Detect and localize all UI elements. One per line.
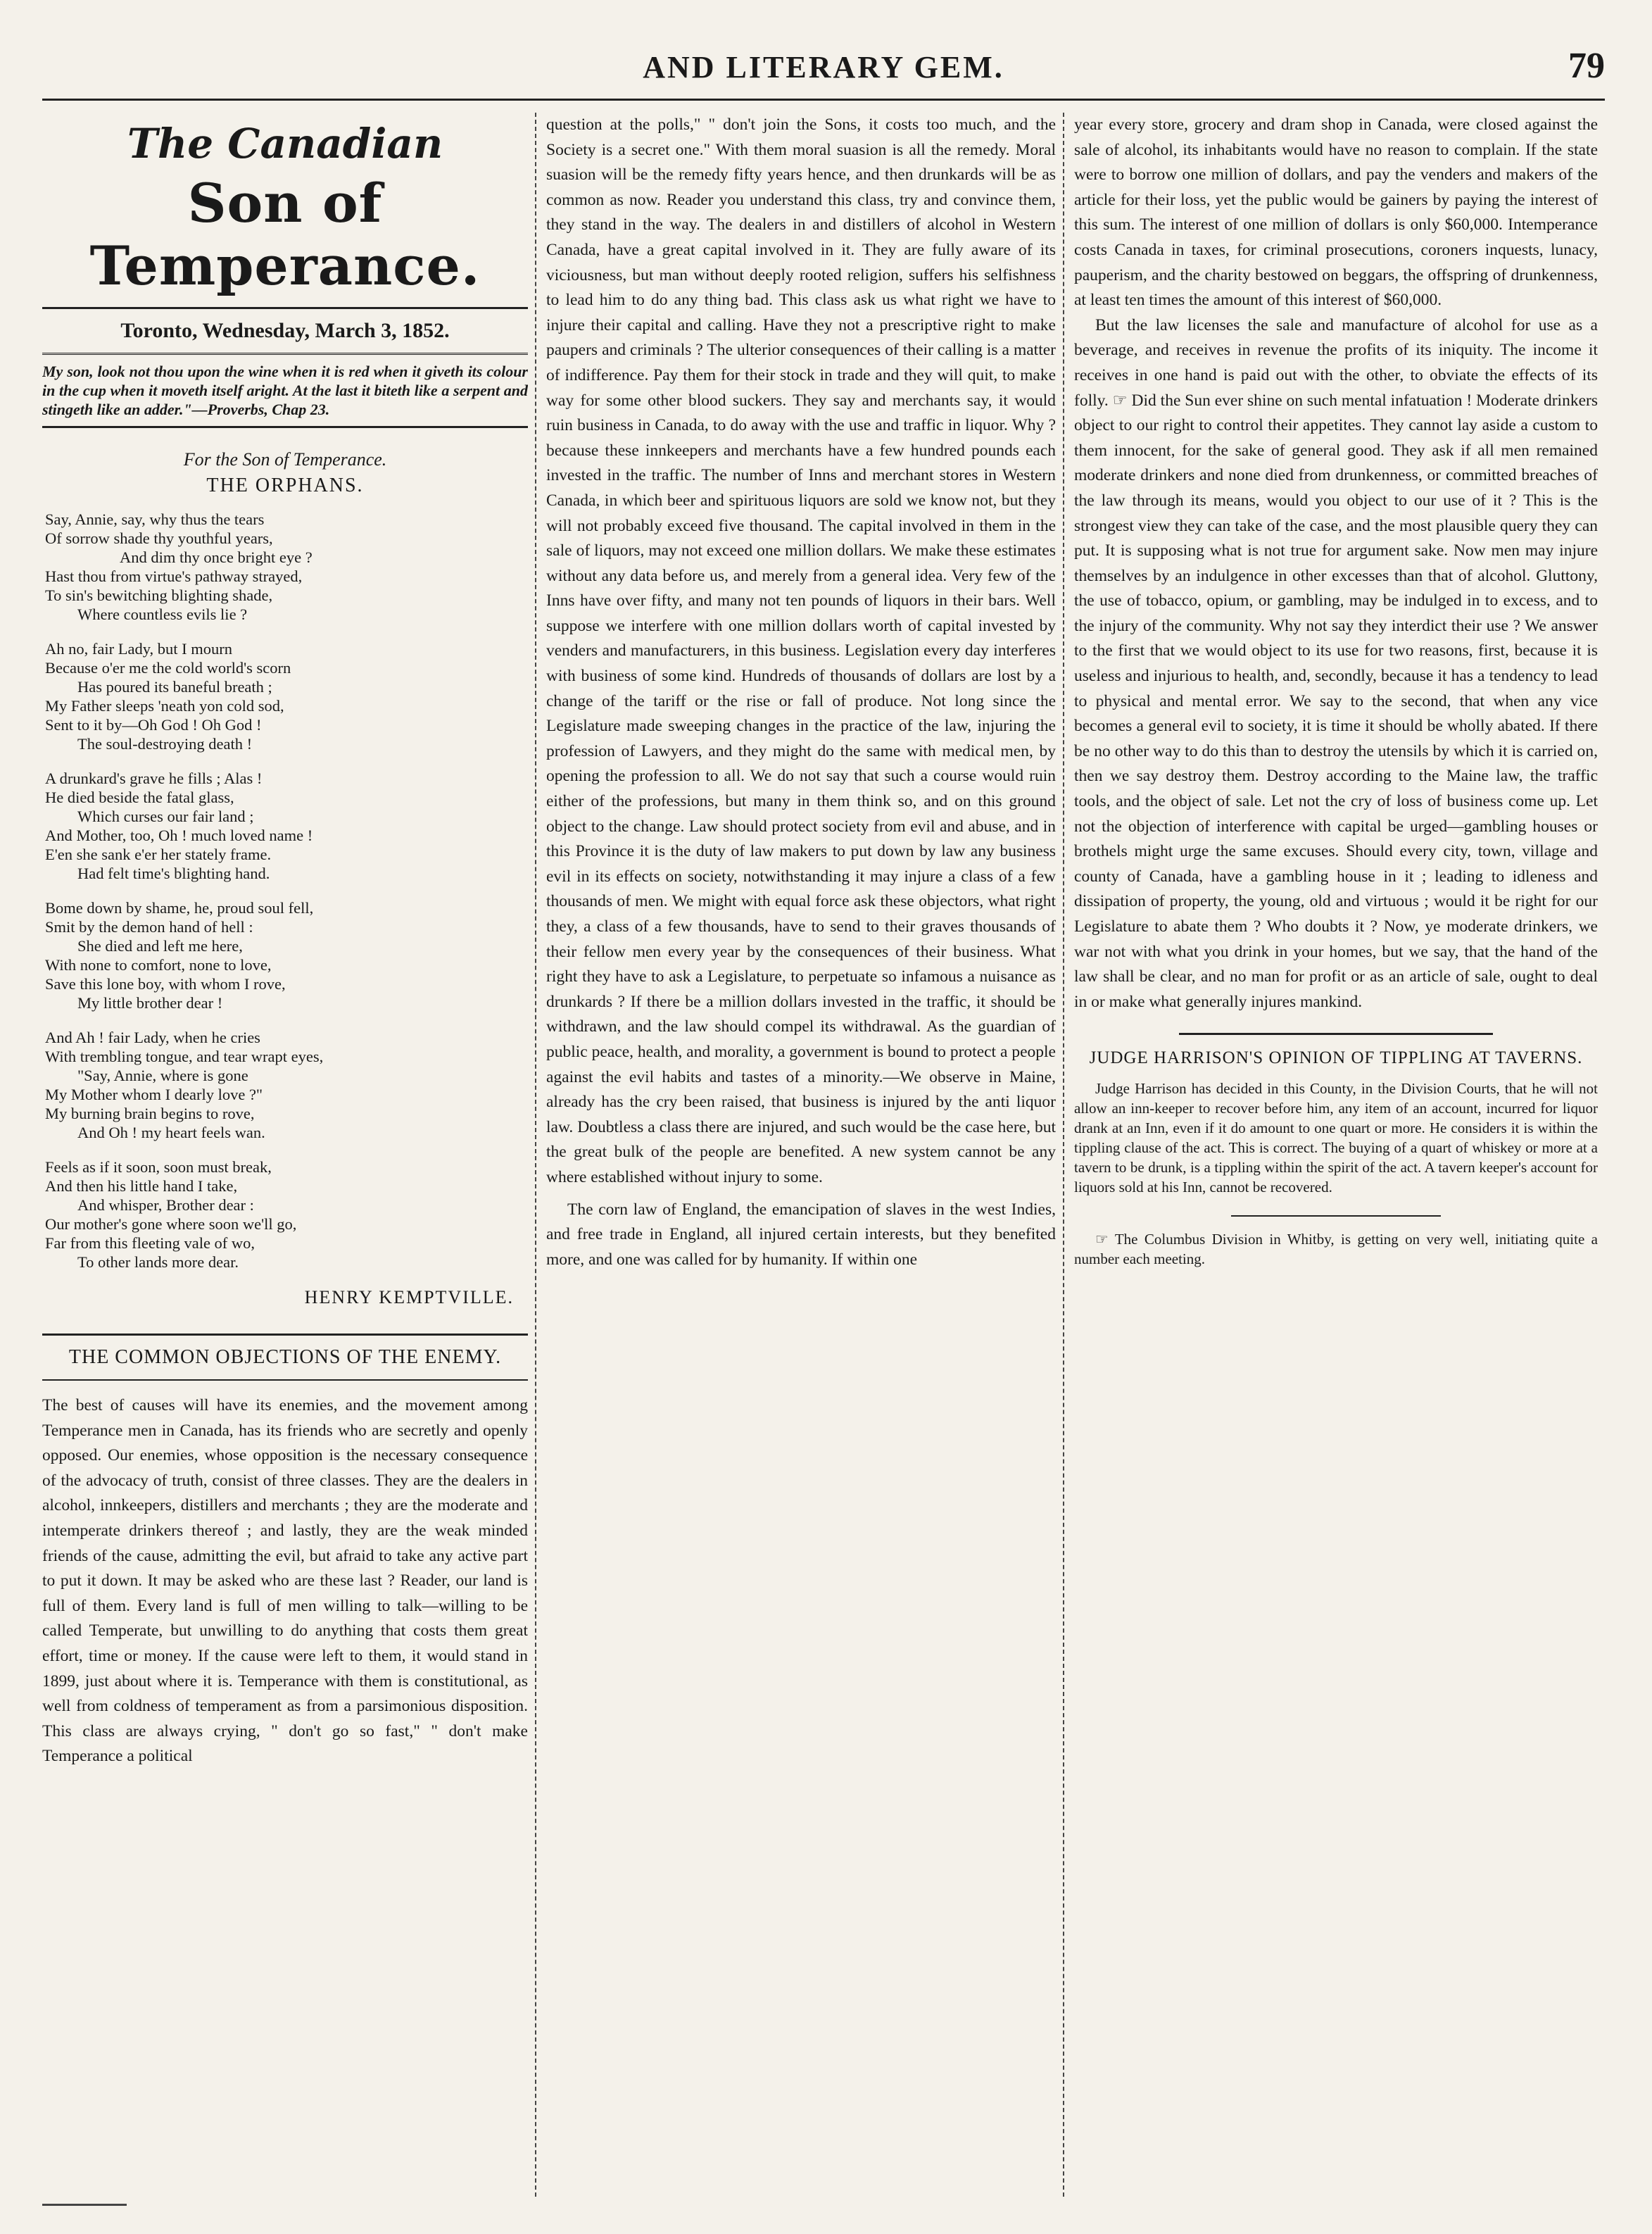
bottom-rule [42,2204,127,2206]
poem-line: Because o'er me the cold world's scorn [45,659,291,677]
poem-line: Bome down by shame, he, proud soul fell, [45,899,314,917]
poem-line: Where countless evils lie ? [77,605,248,623]
poem-line: She died and left me here, [77,937,243,955]
masthead [42,120,528,309]
poem-intro: For the Son of Temperance. [183,449,387,470]
poem-line: Save this lone boy, with whom I rove, [45,975,286,993]
poem-line: To other lands more dear. [77,1253,239,1271]
poem-line: And then his little hand I take, [45,1177,238,1195]
poem-line: And whisper, Brother dear : [77,1196,254,1214]
masthead-title-line1: The Canadian [127,120,443,168]
page-header [42,42,1605,101]
poem-line: Hast thou from virtue's pathway strayed, [45,567,303,585]
running-head: AND LITERARY GEM. [643,50,1004,84]
poem-line: My Mother whom I dearly love ?" [45,1086,263,1103]
poem-stanza [42,1157,528,1272]
poem-line: Feels as if it soon, soon must break, [45,1158,272,1176]
epigraph: My son, look not thou upon the wine when it is red when it giveth its colour in the cup when it moveth itself aright. At the last it biteth like a serpent and stingeth like an adder."—Proverbs, Chap 23. [42,355,528,428]
poem-line: My little brother dear ! [77,994,223,1012]
article-title: JUDGE HARRISON'S OPINION OF TIPPLING AT TAVERNS. [1089,1048,1583,1068]
poem-line: And Ah ! fair Lady, when he cries [45,1029,260,1046]
poem-stanza [42,639,528,753]
poem-line: And Mother, too, Oh ! much loved name ! [45,827,313,844]
poem-line: And dim thy once bright eye ? [120,548,313,566]
poem-line: "Say, Annie, where is gone [77,1067,248,1084]
poem-line: Which curses our fair land ; [77,808,254,825]
poem-line: To sin's bewitching blighting shade, [45,586,273,604]
poem-line: Ah no, fair Lady, but I mourn [45,640,232,658]
poem [42,428,528,1308]
article-text: The corn law of England, the emancipation of slaves in the west Indies, and free trade in England, all injured certain interests, but they benefited more, and one was called for by humanity. If within one [546,1200,1056,1269]
poem-line: And Oh ! my heart feels wan. [77,1124,265,1141]
article-text: But the law licenses the sale and manufacture of alcohol for use as a beverage, and receives in revenue the profits of its iniquity. The income it receives in one hand is paid out with the other, to obviate the effects of its folly. ☞ Did the Sun ever shine on such mental infatuation ! Moderate drinkers object to our right to control their appetites. They cannot lay aside a custom to them innocent, for the sake of general good. They ask if all men remained moderate drinkers and none died from drunkenness, or committed breaches of the law through its means, would you object to our use of it ? This is the strongest view they can take of the case, and the most plausible query they can put. It is supposing what is not true for argument sake. Now men may injure themselves by an indulgence in other excesses than that of alcohol. Gluttony, the use of tobacco, opium, or gambling, may be indulged in to excess, and to the injury of the community. Why not say they interdict their use ? We answer to the first that we would object to its use for two reasons, first, because it is useless and injurious to health, and, secondly, because it has a tendency to lead to physical and mental error. We say to the second, that when any vice becomes a general evil to society, it is time it should be wholly abated. If there be no other way to do this than to destroy the utensils by which it is carried on, then we say destroy them. Destroy according to the Maine law, the traffic tools, and the object of sale. Let not the cry of loss of business come up. Let not the objection of interference with capital be urged—gambling houses or brothels might urge the same excuses. Should every city, town, village and county of Canada, have a gambling house in it ; leading to idleness and dissipation of property, the young, old and virtuous ; would it be right for our Legislature to abate them ? Who doubts it ? Now, ye moderate drinkers, we war not with what you drink in your homes, but we say, that the hand of the law shall be clear, and no man for profit or as an article of sale, ought to deal in or make what generally injures mankind. [1074,315,1598,1011]
poem-line: Smit by the demon hand of hell : [45,918,253,936]
poem-author: HENRY KEMPTVILLE. [304,1287,514,1307]
divider [1231,1215,1441,1217]
poem-line: With trembling tongue, and tear wrapt eyes, [45,1048,324,1065]
poem-line: Had felt time's blighting hand. [77,865,270,882]
poem-stanza [42,510,528,624]
poem-line: My Father sleeps 'neath yon cold sod, [45,697,284,715]
poem-stanza [42,769,528,883]
poem-line: A drunkard's grave he fills ; Alas ! [45,770,263,787]
poem-line: Has poured its baneful breath ; [77,678,272,696]
dateline: Toronto, Wednesday, March 3, 1852. [42,309,528,355]
notice-text: ☞ The Columbus Division in Whitby, is getting on very well, initiating quite a number each meeting. [1074,1231,1598,1268]
article-text: The best of causes will have its enemies, and the movement among Temperance men in Canada, has its friends who are secretly and openly opposed. Our enemies, whose opposition is the necessary consequence of the advocacy of truth, consist of three classes. They are the dealers in alcohol, innkeepers, distillers and merchants ; they are the moderate and intemperate drinkers thereof ; and lastly, they are the weak minded friends of the cause, admitting the evil, but afraid to take any active part to put it down. It may be asked who are these last ? Reader, our land is full of them. Every land is full of men willing to talk—willing to be called Temperate, but unwilling to do anything that costs them great effort, time or money. If the cause were left to them, it would stand in 1899, just about where it is. Temperance with them is constitutional, as well from coldness of temperament as from a parsimonious disposition. This class are always crying, " don't go so fast," " don't make Temperance a political [42,1396,528,1766]
poem-title: THE ORPHANS. [206,475,364,496]
poem-line: He died beside the fatal glass, [45,789,234,806]
poem-line: Sent to it by—Oh God ! Oh God ! [45,716,262,734]
poem-stanza [42,898,528,1012]
poem-stanzas [42,510,528,1272]
poem-line: Our mother's gone where soon we'll go, [45,1215,297,1233]
poem-line: My burning brain begins to rove, [45,1105,255,1122]
column-1 [42,113,528,2197]
article-title: THE COMMON OBJECTIONS OF THE ENEMY. [42,1334,528,1381]
poem-line: Of sorrow shade thy youthful years, [45,529,273,547]
poem-stanza [42,1028,528,1142]
poem-line: E'en she sank e'er her stately frame. [45,846,272,863]
column-2 [535,113,1056,2197]
poem-line: With none to comfort, none to love, [45,956,272,974]
page-number: 79 [1568,46,1605,86]
poem-line: Say, Annie, say, why thus the tears [45,510,265,528]
article-text: Judge Harrison has decided in this County, in the Division Courts, that he will not allow an inn-keeper to recover before him, any item of an account, incurred for liquor drank at an Inn, even if it do amount to one quart or more. He considers it is within the tippling clause of the act. This is correct. The buying of a quart of whiskey or more at a tavern to be drunk, is a tippling within the spirit of the act. A tavern keeper's account for liquors sold at his Inn, cannot be recovered. [1074,1080,1598,1196]
divider [1179,1033,1493,1035]
masthead-title-line2: Son of Temperance. [89,172,481,297]
poem-line: The soul-destroying death ! [77,735,253,753]
article-text: question at the polls," " don't join the Sons, it costs too much, and the Society is a secret one." With them moral suasion is all the remedy. Moral suasion will be the remedy fifty years hence, and then drunkards will be as common as now. Reader you understand this class, try and convince them, they stand in the way. The dealers in and distillers of alcohol in Western Canada, have a great capital involved in it. They are fully aware of its viciousness, but man without deeply rooted religion, suffers his selfishness to lead him to do any thing bad. This class ask us what right we have to injure their capital and calling. Have they not a prescriptive right to make paupers and criminals ? The ulterior consequences of their calling is a matter of indifference. Pay them for their stock in trade and they will quit, to make way for some other blood suckers. They say and merchants say, it would ruin business in Canada, to do away with the use and traffic in liquor. Why ? because these innkeepers and merchants have a few hundred pounds each invested in the traffic. The number of Inns and merchant stores in Western Canada, in which beer and spirituous liquors are sold we know not, but they will not probably exceed five thousand. The capital involved in them in the sale of liquors, may not exceed one million dollars. We make these estimates without any data before us, and merely from a general idea. Very few of the Inns have over fifty, and many not ten pounds of liquors in their bars. Well suppose we interfere with one million dollars worth of capital invested by venders and manufacturers, in this business. Legislation every day interferes with business of some kind. Hundreds of thousands of dollars are lost by a change of the tariff or the rise or fall of produce. Not long since the Legislature made sweeping changes in the practice of the law, injuring the profession of Lawyers, and they might do the same with medical men, by opening the profession to all. We do not say that such a course would ruin either of the professions, but many in them think so, and on this ground object to the change. Law should protect society from evil and abuse, and in this Province it is the duty of law makers to put down by law any business evil in its effects on society, notwithstanding it may injure a class of a few thousands of men. We might with equal force ask these objectors, what right they, a class of a few thousands, have to send to their graves thousands of their fellow men every year by the consequences of their business. What right they have to ask a Legislature, to perpetuate so infamous a nuisance as drunkards ? If there be a million dollars invested in the traffic, it should be withdrawn, and the law should compel its withdrawal. As the guardian of public peace, health, and morality, a government is bound to protect a people against the evil habits and tastes of a minority.—We observe in Maine, already has the cry been raised, that business is injured by the anti liquor law. Doubtless a class there are injured, and such would be the case here, but the great bulk of the people are benefited. A new system cannot be any where established without injury to some. [546,115,1056,1186]
poem-line: Far from this fleeting vale of wo, [45,1234,256,1252]
article-text: year every store, grocery and dram shop in Canada, were closed against the sale of alcohol, its inhabitants would have no reason to complain. If the state were to borrow one million of dollars, and pay the venders and makers of the article for their loss, yet the public would be gainers by paying the interest of this sum. The interest of one million of dollars is only $60,000. Intemperance costs Canada in taxes, for criminal prosecutions, coroners inquests, lunacy, pauperism, and the charity bestowed on beggars, the offspring of drunkenness, at least ten times the amount of this interest of $60,000. [1074,115,1598,310]
column-3 [1063,113,1598,2197]
